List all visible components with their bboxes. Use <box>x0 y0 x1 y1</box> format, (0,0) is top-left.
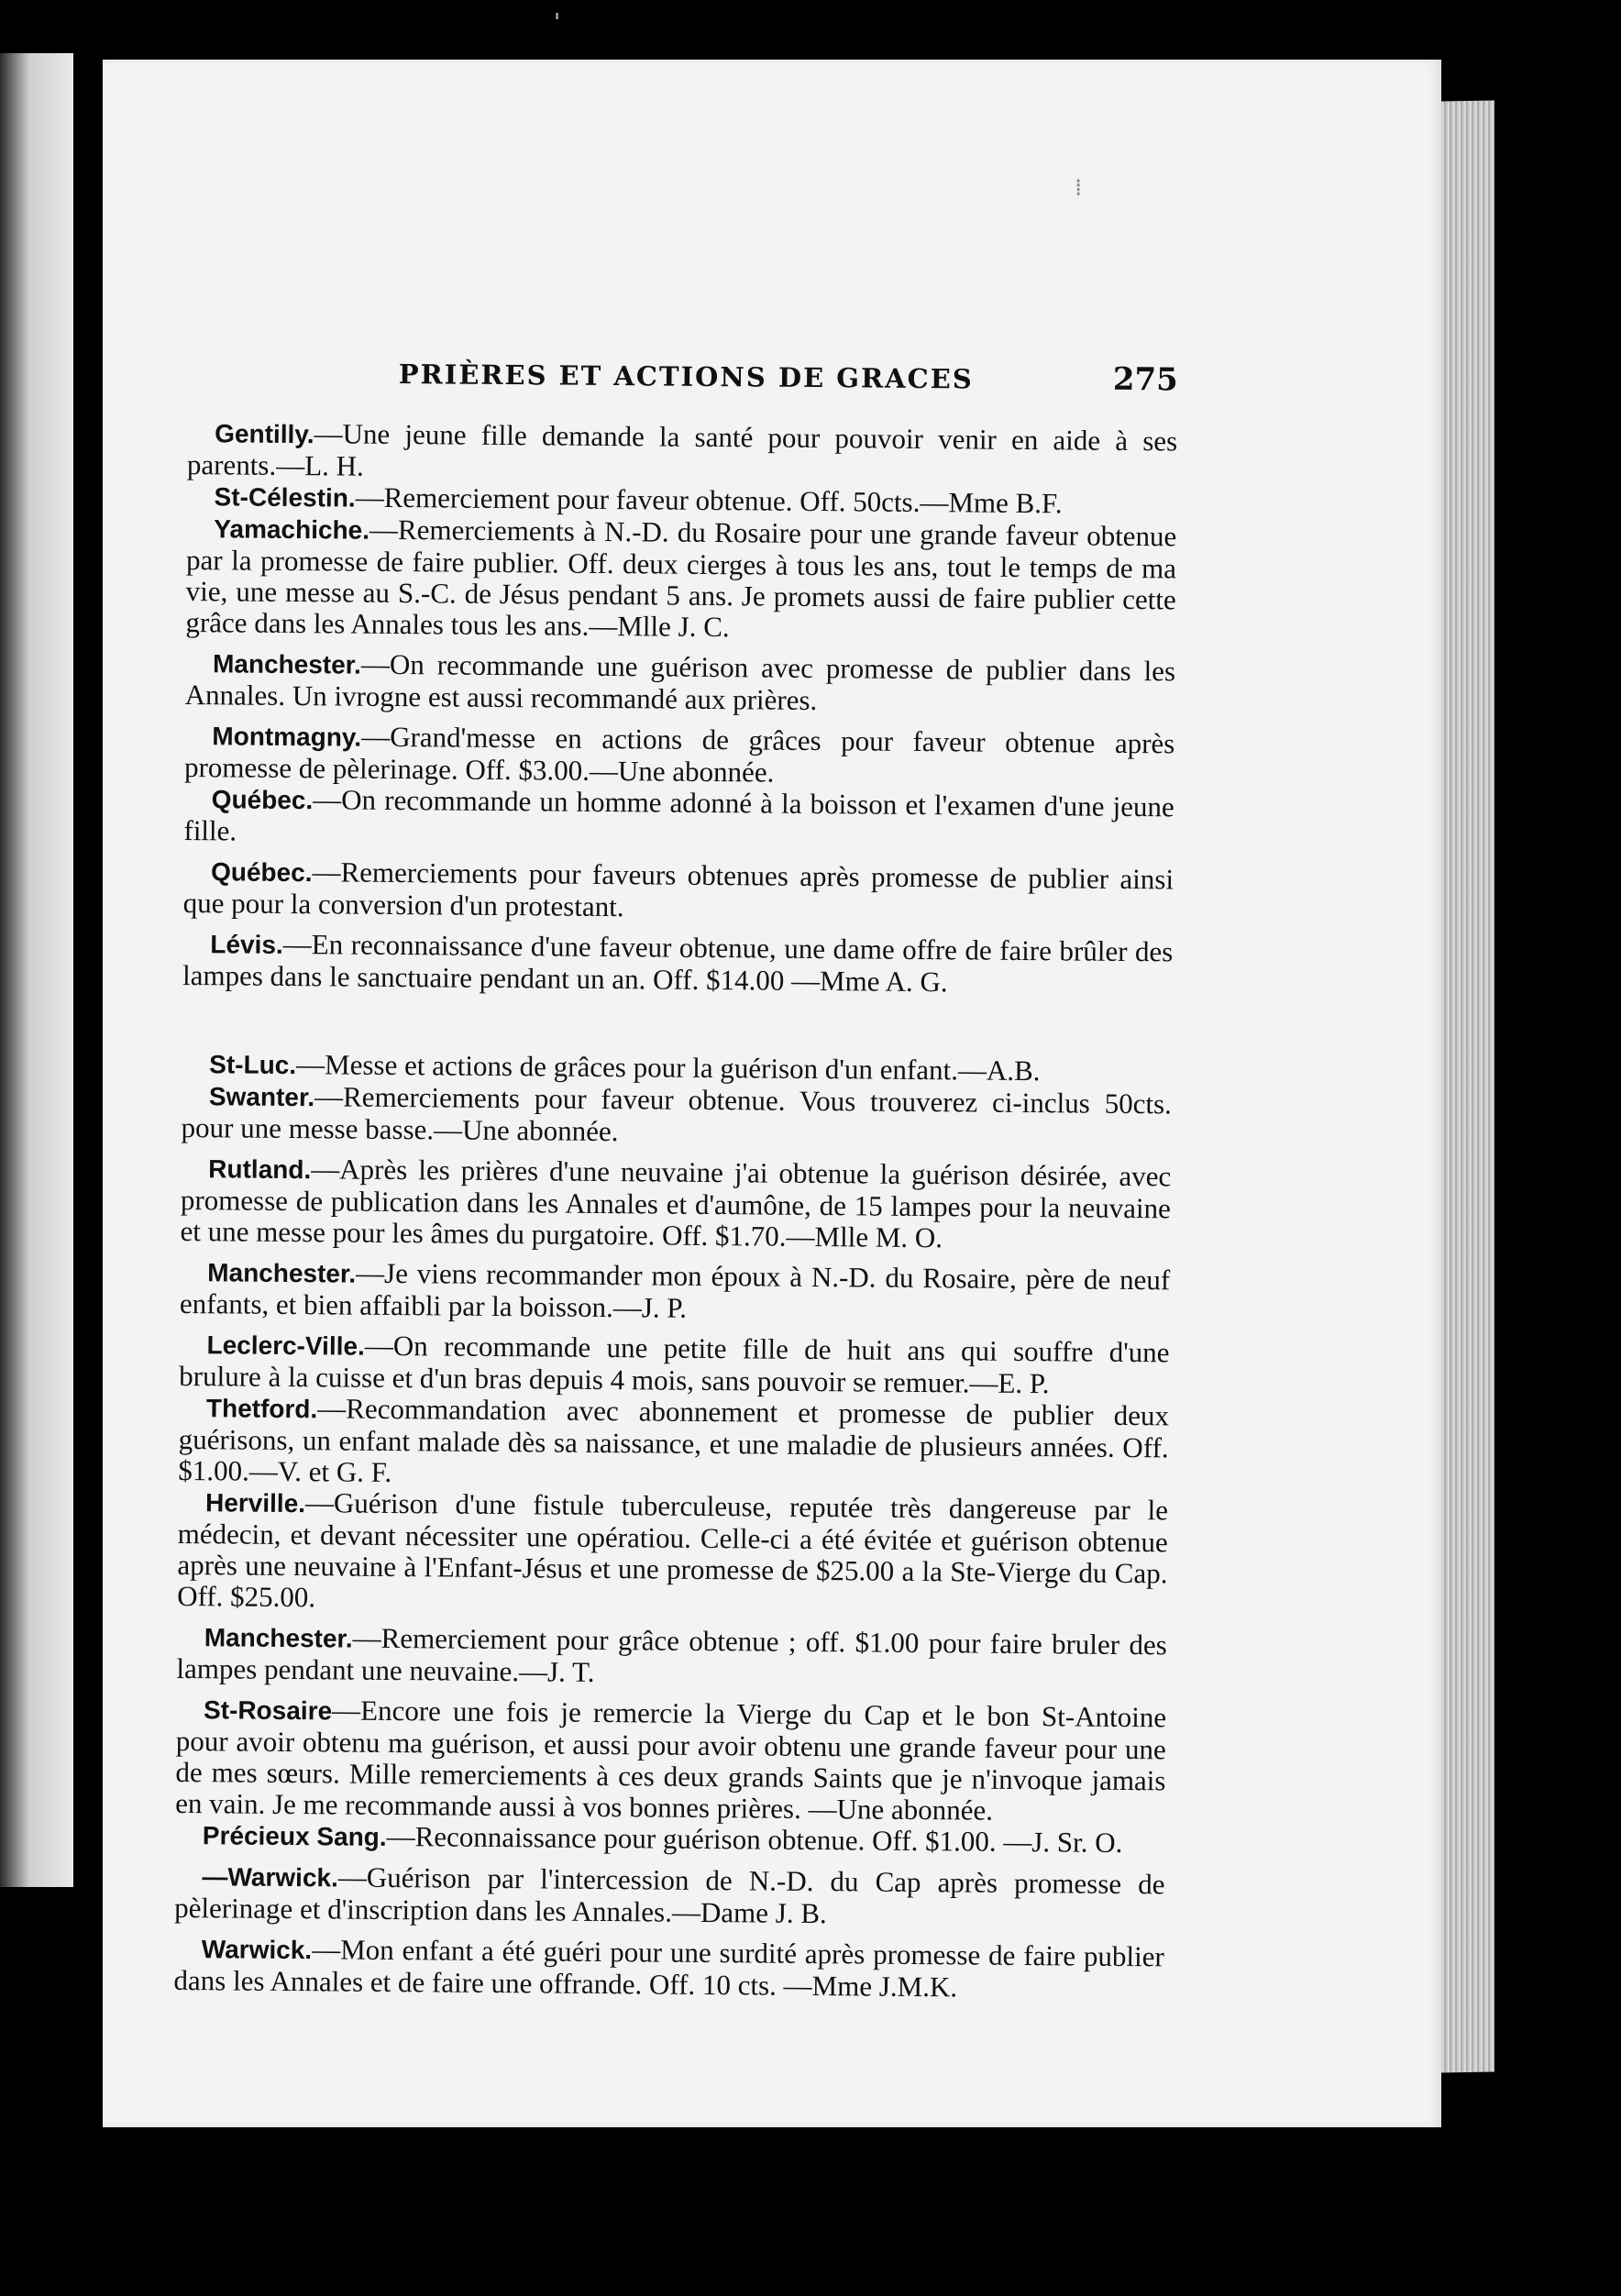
entry <box>175 1694 1166 1827</box>
entry-text: —Remerciement pour faveur obtenue. Off. 50cts.—Mme B.F. <box>355 480 1063 520</box>
entry-place: Manchester. <box>212 649 362 679</box>
entry-place: St-Luc. <box>209 1050 297 1080</box>
entry-place: —Warwick. <box>202 1862 338 1893</box>
entry-place: Québec. <box>210 857 313 888</box>
entry-place: St-Célestin. <box>214 482 356 513</box>
entry <box>185 647 1176 719</box>
entry-text: —Guérison d'une fistule tuberculeuse, reputée très dangereuse par le médecin, et devant nécessiter une opératiou. Celle-ci a été évitée et guérison obtenue après une neuvaine à l'Enfant-Jésus et une promesse de $25.00 a la Ste-Vierge du Cap. Off. $25.00. <box>177 1486 1169 1614</box>
entry <box>183 783 1174 855</box>
entry-place: Manchester. <box>207 1258 357 1288</box>
entry <box>179 1329 1170 1400</box>
entry-text: —On recommande une guérison avec promesse de publier dans les Annales. Un ivrogne est aussi recommandé aux prières. <box>184 647 1176 717</box>
entry-text: —Encore une fois je remercie la Vierge du Cap et le bon St-Antoine pour avoir obtenu ma guérison, et aussi pour avoir obtenu une grande faveur pour une de mes sœurs. Mille remerciements à ces deux grands Saints que je n'invoque jamais en vain. Je me recommande aussi à vos bonnes prières. —Une abonnée. <box>175 1694 1167 1827</box>
entry-place: Montmagny. <box>212 722 362 752</box>
entry-text: —On recommande une petite fille de huit ans qui souffre d'une brulure à la cuisse et d'un bras depuis 4 mois, sans pouvoir se remuer.—E. P. <box>179 1329 1170 1400</box>
entry-place: Swanter. <box>208 1082 315 1112</box>
entry <box>175 1819 1165 1860</box>
entry-text: —Après les prières d'une neuvaine j'ai obtenue la guérison désirée, avec promesse de publication dans les Annales et d'aumône, de 15 lampes pour la neuvaine et une messe pour les âmes du purgatoire. Off. $1.70.—Mlle M. O. <box>180 1153 1172 1254</box>
entry-text: —Remerciements à N.-D. du Rosaire pour une grande faveur obtenue par la promesse de faire publier. Off. deux cierges à tous les ans, tout le temps de ma vie, une messe au S.-C. de Jésus pendant 5 ans. Je promets aussi de faire publier cette grâce dans les Annales tous les ans.—Mlle J. C. <box>185 513 1177 644</box>
entry <box>187 417 1178 489</box>
entry-place: Précieux Sang. <box>202 1821 387 1851</box>
entry <box>177 1486 1168 1620</box>
page-stack-edges <box>1441 100 1494 2072</box>
facing-page-edge <box>0 53 73 1887</box>
entry <box>184 720 1175 791</box>
entry-text: —On recommande un homme adonné à la boisson et l'examen d'une jeune fille. <box>183 783 1174 847</box>
entry-place: Thetford. <box>205 1394 318 1424</box>
entry <box>180 1153 1171 1255</box>
entry-place: Gentilly. <box>215 419 314 449</box>
scan-mark: ' <box>554 9 561 37</box>
running-head <box>188 353 1178 398</box>
entry <box>181 1080 1172 1152</box>
entry-place: Québec. <box>211 785 314 815</box>
entry-text: —Remerciement pour grâce obtenue ; off. $1.00 pour faire bruler des lampes pendant une neuvaine.—J. T. <box>176 1621 1167 1688</box>
entry <box>174 1860 1165 1932</box>
entry-text: —Recommandation avec abonnement et promesse de publier deux guérisons, un enfant malade dès sa naissance, et une maladie de plusieurs années. Off. $1.00.—V. et G. F. <box>178 1392 1170 1488</box>
entry-text: —Messe et actions de grâces pour la guérison d'un enfant.—A.B. <box>295 1048 1041 1087</box>
entry <box>185 513 1176 646</box>
entry-text: —Remerciements pour faveur obtenue. Vous trouverez ci-inclus 50cts. pour une messe basse.—Une abonnée. <box>181 1080 1173 1148</box>
entry-place: St-Rosaire <box>203 1695 333 1726</box>
entry-text: —En reconnaissance d'une faveur obtenue, une dame offre de faire brûler des lampes dans le sanctuaire pendant un an. Off. $14.00 —Mme A. G. <box>182 927 1174 999</box>
entry <box>178 1392 1169 1495</box>
entry-text: —Reconnaissance pour guérison obtenue. Off. $1.00. —J. Sr. O. <box>386 1819 1123 1859</box>
entry-text: —Remerciements pour faveurs obtenues après promesse de publier ainsi que pour la conversion d'un protestant. <box>182 855 1174 923</box>
entry <box>182 928 1174 999</box>
entry <box>180 1256 1171 1328</box>
entry-text: —Je viens recommander mon époux à N.-D. du Rosaire, père de neuf enfants, et bien affaibli par la boisson.—J. P. <box>179 1256 1171 1324</box>
entry-place: Lévis. <box>210 930 283 959</box>
running-title: PRIÈRES ET ACTIONS DE GRACES <box>398 359 974 395</box>
page-content <box>173 353 1178 2004</box>
entry-text: —Grand'messe en actions de grâces pour faveur obtenue après promesse de pèlerinage. Off. $3.00.—Une abonnée. <box>183 720 1175 789</box>
entry-text: —Une jeune fille demande la santé pour pouvoir venir en aide à ses parents.—L. H. <box>186 417 1178 482</box>
entry-place: Warwick. <box>201 1935 313 1965</box>
entry-place: Yamachiche. <box>214 514 370 545</box>
entry-place: Leclerc-Ville. <box>206 1330 365 1361</box>
entry-place: Manchester. <box>204 1623 353 1653</box>
entry <box>173 1933 1164 2004</box>
entry-place: Herville. <box>204 1488 306 1518</box>
entry-place: Rutland. <box>208 1154 312 1185</box>
entry <box>183 855 1174 927</box>
page-number: 275 <box>1112 360 1178 399</box>
scan-mark: ⁞ <box>1075 174 1083 202</box>
entry-text: —Guérison par l'intercession de N.-D. du Cap après promesse de pèlerinage et d'inscription dans les Annales.—Dame J. B. <box>174 1860 1165 1930</box>
entry <box>176 1621 1167 1693</box>
entry-text: —Mon enfant a été guéri pour une surdité après promesse de faire publier dans les Annales et de faire une offrande. Off. 10 cts. —Mme J.M.K. <box>173 1933 1164 2003</box>
